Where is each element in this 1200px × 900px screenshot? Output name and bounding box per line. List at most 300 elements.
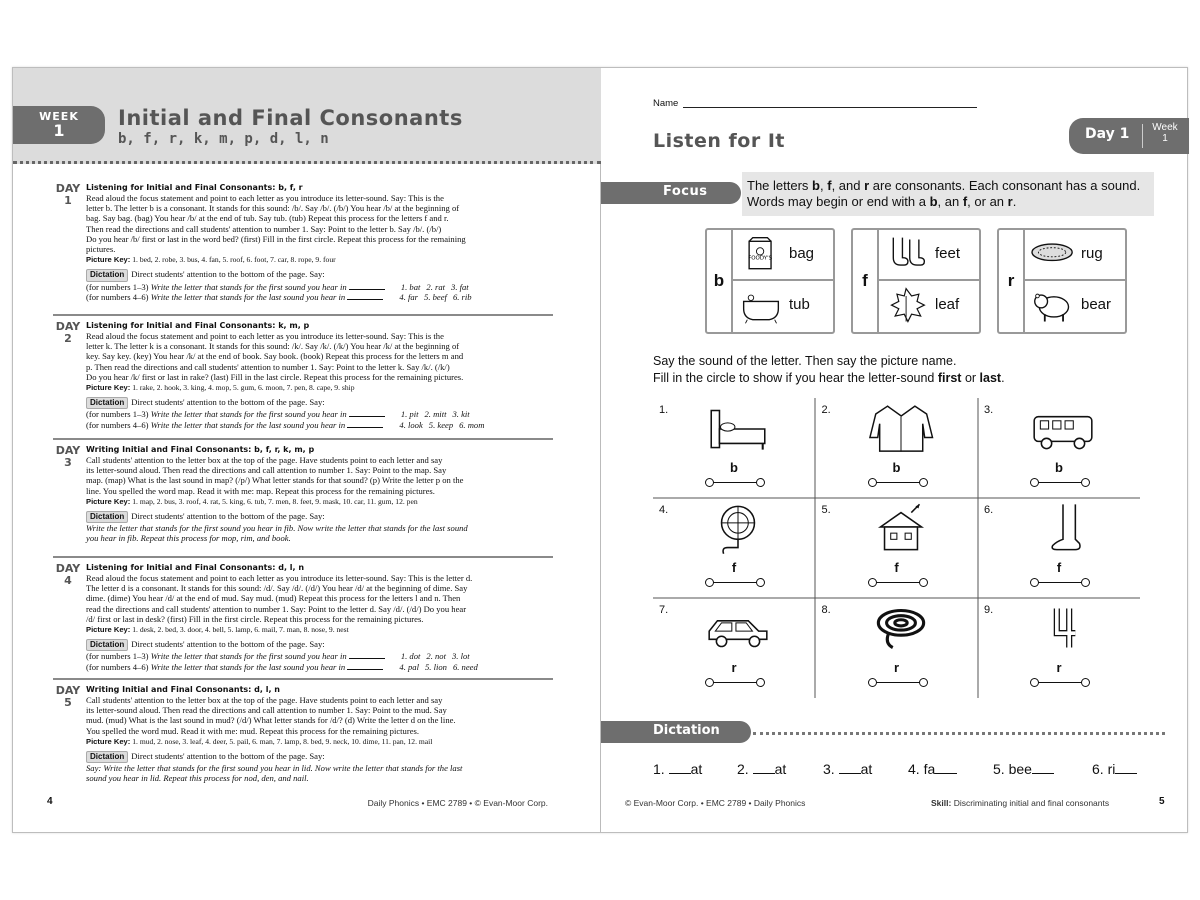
picture-key-text: 1. rake, 2. hook, 3. king, 4. mop, 5. gum, 6. moon, 7. pen, 8. cape, 9. ship bbox=[132, 383, 355, 393]
letter-box-picture bbox=[883, 285, 931, 327]
picture-key bbox=[86, 497, 552, 507]
dictation-text: Write the letter that stands for the last sound you hear in bbox=[150, 661, 348, 672]
dictation-intro: Direct students' attention to the bottom of the page. Say: bbox=[131, 511, 325, 522]
instruction-line: Then read the directions and call students' attention to number 1. Say: Point to the letter b. Say /b/. (/b/) bbox=[86, 223, 442, 234]
right-page bbox=[601, 68, 1189, 832]
instruction-line: read the directions and call students' attention to number 1. Say: Point to the letter d. Say /d/. (/d/) Do you hear bbox=[86, 603, 467, 614]
instruction-line: /d/ first or last in desk? (first) Fill in the first circle. Repeat this process for the remaining pictures. bbox=[86, 613, 424, 624]
car-icon bbox=[703, 602, 773, 659]
day-label bbox=[53, 563, 83, 587]
bag-icon bbox=[737, 234, 785, 281]
instruction-emphasis: first bbox=[937, 371, 962, 385]
last-sound-circle[interactable] bbox=[756, 578, 765, 587]
day-label-text: DAY bbox=[55, 684, 81, 697]
instruction-line: letter k. The letter k is a consonant. It stands for this sound: /k/. Say /k/. (/k/) You hear /k/ at the beginning of bbox=[86, 341, 460, 352]
exercise-cell bbox=[653, 398, 815, 498]
instruction-line: mud. (mud) What is the last sound in mud? (/d/) What letter stands for /d/? (d) Write the letter d on the line. bbox=[86, 715, 456, 726]
exercise-number: 6. bbox=[984, 504, 994, 516]
skill-text: Discriminating initial and final consonants bbox=[953, 798, 1110, 808]
exercise-letter: f bbox=[894, 560, 899, 575]
dictation-word-part: ri bbox=[1107, 761, 1116, 777]
letter-box-word: tub bbox=[789, 296, 810, 313]
dictation-item bbox=[908, 761, 957, 777]
exercise-picture bbox=[1028, 602, 1098, 654]
dictation-blank[interactable] bbox=[669, 762, 691, 774]
picture-key bbox=[86, 255, 552, 265]
picture-key bbox=[86, 625, 552, 635]
dictation-row bbox=[86, 269, 552, 302]
dictation-row bbox=[86, 397, 552, 430]
letter-box-picture bbox=[1029, 285, 1077, 327]
day-heading: Writing Initial and Final Consonants: b, f, r, k, m, p bbox=[86, 445, 315, 454]
letter-box-picture bbox=[737, 285, 785, 327]
exercise-cell bbox=[816, 598, 978, 698]
dictation-intro: Direct students' attention to the bottom of the page. Say: bbox=[131, 269, 325, 280]
focus-tab bbox=[601, 182, 741, 204]
day-label-text: DAY bbox=[55, 562, 81, 575]
answer-line bbox=[710, 582, 760, 583]
dictation-row bbox=[86, 751, 552, 784]
exercise-number: 3. bbox=[984, 404, 994, 416]
dictation-line bbox=[86, 420, 552, 430]
letter-box-word: leaf bbox=[935, 296, 960, 313]
dictation-number: 3. bbox=[823, 761, 839, 777]
dictation-answer: 2. mitt bbox=[424, 409, 447, 420]
dictation-row bbox=[86, 639, 552, 672]
right-page-footer-skill bbox=[931, 798, 1109, 808]
week-tab-small-line2: 1 bbox=[1162, 133, 1168, 144]
day-tab bbox=[1069, 118, 1189, 154]
exercise-cell bbox=[978, 398, 1140, 498]
picture-key bbox=[86, 737, 552, 747]
picture-key-text: 1. map, 2. bus, 3. roof, 4. rat, 5. king, 6. tub, 7. men, 8. feet, 9. mask, 10. car, 11. gum, 12. pen bbox=[132, 496, 418, 506]
left-page-subtitle: b, f, r, k, m, p, d, l, n bbox=[118, 131, 329, 147]
dictation-line bbox=[86, 662, 552, 672]
last-sound-circle[interactable] bbox=[919, 678, 928, 687]
dictation-line bbox=[86, 409, 552, 419]
exercise-number: 8. bbox=[821, 604, 831, 616]
letter-box-word: bear bbox=[1081, 296, 1112, 313]
picture-key-text: 1. desk, 2. bed, 3. door, 4. bell, 5. lamp, 6. mail, 7. man, 8. nose, 9. nest bbox=[132, 625, 349, 635]
roof-icon bbox=[866, 502, 936, 559]
dictation-blank[interactable] bbox=[935, 762, 957, 774]
answer-blank bbox=[349, 409, 385, 417]
dictation-blank[interactable] bbox=[1032, 762, 1054, 774]
instruction-line: Read aloud the focus statement and point to each letter as you introduce its letter-sound. Say: This is the letter d. bbox=[86, 573, 473, 583]
dictation-answer: 4. far bbox=[399, 291, 419, 302]
exercise-number: 4. bbox=[659, 504, 669, 516]
dictation-item bbox=[737, 761, 786, 777]
dictation-answer: 6. need bbox=[452, 661, 478, 672]
answer-line bbox=[1035, 682, 1085, 683]
answer-blank bbox=[347, 420, 383, 428]
first-sound-circle[interactable] bbox=[705, 678, 714, 687]
exercise-picture bbox=[703, 502, 773, 554]
instruction-line: Call students' attention to the letter box at the top of the page. Have students point to each letter and say bbox=[86, 695, 443, 705]
focus-letter: r bbox=[1007, 194, 1013, 209]
dictation-badge: Dictation bbox=[86, 397, 128, 409]
letter-box-example bbox=[879, 281, 979, 332]
left-page bbox=[13, 68, 601, 832]
left-page-title: Initial and Final Consonants bbox=[118, 106, 463, 130]
answer-line bbox=[873, 482, 923, 483]
focus-letter: b bbox=[929, 194, 938, 209]
exercise-letter: b bbox=[730, 460, 738, 475]
dictation-answer: 2. not bbox=[426, 651, 446, 662]
day-separator bbox=[53, 556, 553, 558]
answer-blank bbox=[349, 651, 385, 659]
exercise-cell bbox=[816, 498, 978, 598]
exercise-number: 1. bbox=[659, 404, 669, 416]
dictation-item bbox=[823, 761, 872, 777]
dictation-item bbox=[1092, 761, 1137, 777]
day-tab-divider bbox=[1142, 124, 1143, 148]
day-body bbox=[86, 445, 552, 544]
letter-box-example bbox=[733, 281, 833, 332]
letter-box-word: rug bbox=[1081, 245, 1103, 262]
instruction-line: Do you hear /k/ first or last in rake? (last) Fill in the last circle. Repeat this process for the remaining pictures. bbox=[86, 371, 464, 382]
first-sound-circle[interactable] bbox=[868, 578, 877, 587]
four-icon bbox=[1028, 602, 1098, 659]
exercise-letter: r bbox=[731, 660, 737, 675]
instruction-line: bag. Say bag. (bag) You hear /b/ at the end of tub. Say tub. (tub) Repeat this process for the letters f and r. bbox=[86, 213, 449, 224]
week-tab-label: WEEK bbox=[39, 110, 79, 123]
answer-line bbox=[710, 682, 760, 683]
picture-key-label: Picture Key: bbox=[86, 496, 131, 506]
picture-key-label: Picture Key: bbox=[86, 625, 131, 635]
rug-icon bbox=[1029, 234, 1077, 281]
dictation-number: 1. bbox=[653, 761, 669, 777]
picture-key-label: Picture Key: bbox=[86, 255, 131, 265]
right-page-title: Listen for It bbox=[653, 130, 785, 152]
dictation-answer: 3. kit bbox=[452, 409, 470, 420]
day-instructions bbox=[86, 455, 552, 496]
dictation-word-part: fa bbox=[923, 761, 936, 777]
dictation-answer: 1. pit bbox=[400, 409, 419, 420]
day-instructions bbox=[86, 695, 552, 736]
dictation-blank[interactable] bbox=[753, 762, 775, 774]
letter-box-picture bbox=[1029, 234, 1077, 276]
last-sound-circle[interactable] bbox=[919, 478, 928, 487]
day-label bbox=[53, 445, 83, 469]
robe-icon bbox=[866, 402, 936, 459]
focus-letter: b bbox=[812, 178, 820, 193]
first-sound-circle[interactable] bbox=[868, 478, 877, 487]
dictation-answer: 2. rat bbox=[426, 281, 446, 292]
week-tab-small-line1: Week bbox=[1152, 122, 1178, 133]
dictation-intro: Direct students' attention to the bottom of the page. Say: bbox=[131, 751, 325, 762]
exercise-cell bbox=[978, 498, 1140, 598]
name-line[interactable] bbox=[683, 107, 977, 108]
answer-blank bbox=[349, 282, 385, 290]
instruction-line: its letter-sound aloud. Then read the directions and call attention to number 1. Say: Point to the mud. Say bbox=[86, 705, 447, 716]
exercise-picture bbox=[703, 402, 773, 454]
dictation-range: (for numbers 4–6) bbox=[86, 661, 151, 672]
dictation-answer: 4. pal bbox=[399, 661, 419, 672]
letter-box bbox=[705, 228, 835, 334]
dotted-divider bbox=[13, 161, 601, 164]
dictation-badge: Dictation bbox=[86, 511, 128, 523]
dictation-answer: 4. look bbox=[399, 419, 423, 430]
letter-box bbox=[851, 228, 981, 334]
instruction-line: pictures. bbox=[86, 244, 116, 255]
tub-icon bbox=[737, 285, 785, 332]
day-body bbox=[86, 183, 552, 302]
answer-line bbox=[873, 682, 923, 683]
day-body bbox=[86, 563, 552, 672]
dictation-text: Write the letter that stands for the first sound you hear in bbox=[150, 281, 349, 292]
dictation-range: (for numbers 1–3) bbox=[86, 651, 151, 662]
answer-line bbox=[873, 582, 923, 583]
dictation-line: Say: Write the letter that stands for the first sound you hear in lid. Now write the letter that stands for the last bbox=[86, 763, 463, 774]
exercise-letter: f bbox=[1056, 560, 1062, 575]
instruction-emphasis: last bbox=[979, 371, 1002, 385]
exercise-picture bbox=[866, 402, 936, 454]
rope-icon bbox=[866, 602, 936, 659]
leaf-icon bbox=[883, 285, 931, 332]
instruction-line: Read aloud the focus statement and point to each letter as you introduce its letter-sound. Say: This is the bbox=[86, 193, 444, 203]
dictation-label: Dictation bbox=[653, 723, 720, 738]
dictation-intro-line bbox=[86, 751, 552, 763]
dictation-row bbox=[86, 511, 552, 544]
dictation-answer: 3. fat bbox=[451, 281, 469, 292]
letter-box-picture bbox=[883, 234, 931, 276]
focus-text: The letters b, f, and r are consonants. Each consonant has a sound. Words may begin or end with a b, an f, or an r. bbox=[747, 178, 1141, 209]
dictation-answer: 6. rib bbox=[452, 291, 472, 302]
dictation-intro-line bbox=[86, 397, 552, 409]
first-sound-circle[interactable] bbox=[868, 678, 877, 687]
dictation-range: (for numbers 1–3) bbox=[86, 281, 151, 292]
exercise-picture bbox=[1028, 502, 1098, 554]
day-number: 2 bbox=[64, 332, 72, 345]
dictation-number: 4. bbox=[908, 761, 924, 777]
dictation-line: you hear in fib. Repeat this process for mop, rim, and book. bbox=[86, 533, 291, 544]
instruction-line: You spelled the word mud. Read it with me: mud. Repeat this process for the remaining pictures. bbox=[86, 725, 420, 736]
day-heading: Listening for Initial and Final Consonants: b, f, r bbox=[86, 183, 303, 192]
day-body bbox=[86, 685, 552, 784]
dictation-intro-line bbox=[86, 269, 552, 281]
dictation-range: (for numbers 4–6) bbox=[86, 419, 151, 430]
letter-box-example bbox=[1025, 230, 1125, 281]
bed-icon bbox=[703, 402, 773, 459]
instruction-line-2: Fill in the circle to show if you hear the letter-sound first or last. bbox=[653, 371, 1005, 385]
dictation-answer: 1. dot bbox=[400, 651, 421, 662]
exercise-number: 7. bbox=[659, 604, 669, 616]
dictation-answer: 5. lion bbox=[424, 661, 447, 672]
picture-key-text: 1. bed, 2. robe, 3. bus, 4. fan, 5. roof, 6. foot, 7. car, 8. rope, 9. four bbox=[132, 255, 336, 265]
first-sound-circle[interactable] bbox=[705, 578, 714, 587]
instruction-line: The letter d is a consonant. It stands for this sound: /d/. Say /d/. (/d/) You hear /d/ at the beginning of dime. Say bbox=[86, 583, 468, 594]
foot-icon bbox=[1028, 502, 1098, 559]
dictation-range: (for numbers 1–3) bbox=[86, 409, 151, 420]
dictation-text: Write the letter that stands for the last sound you hear in bbox=[150, 419, 348, 430]
exercise-letter: f bbox=[731, 560, 737, 575]
dictation-number: 6. bbox=[1092, 761, 1108, 777]
dictation-word-part: at bbox=[774, 761, 787, 777]
day-tab-label: Day 1 bbox=[1085, 126, 1130, 142]
day-label bbox=[53, 183, 83, 207]
exercise-grid bbox=[653, 398, 1140, 698]
day-label bbox=[53, 321, 83, 345]
answer-blank bbox=[347, 292, 383, 300]
last-sound-circle[interactable] bbox=[919, 578, 928, 587]
dictation-badge: Dictation bbox=[86, 269, 128, 281]
letter-box-word: feet bbox=[935, 245, 961, 262]
exercise-picture bbox=[1028, 402, 1098, 454]
instruction-line: Call students' attention to the letter box at the top of the page. Have students point to each letter and say bbox=[86, 455, 443, 465]
dictation-answer: 5. keep bbox=[428, 419, 454, 430]
dictation-tab bbox=[601, 721, 751, 743]
exercise-cell bbox=[653, 498, 815, 598]
dictation-text: Write the letter that stands for the first sound you hear in bbox=[150, 409, 349, 420]
dictation-line: sound you hear in lid. Repeat this process for nod, den, and nail. bbox=[86, 773, 309, 784]
dictation-text: Write the letter that stands for the first sound you hear in bbox=[150, 651, 349, 662]
dictation-intro: Direct students' attention to the bottom of the page. Say: bbox=[131, 639, 325, 650]
first-sound-circle[interactable] bbox=[1030, 578, 1039, 587]
bear-icon bbox=[1029, 285, 1077, 332]
dictation-word-part: bee bbox=[1008, 761, 1032, 777]
dictation-badge: Dictation bbox=[86, 751, 128, 763]
instruction-line: Read aloud the focus statement and point to each letter as you introduce its letter-sound. Say: This is the bbox=[86, 331, 444, 341]
last-sound-circle[interactable] bbox=[756, 678, 765, 687]
exercise-letter: r bbox=[893, 660, 900, 675]
answer-line bbox=[710, 482, 760, 483]
instruction-line: its letter-sound aloud. Then read the directions and call attention to number 1. Say: Point to the map. Say bbox=[86, 465, 447, 476]
answer-blank bbox=[347, 662, 383, 670]
dictation-answer: 3. lot bbox=[451, 651, 470, 662]
dictation-answer: 6. mom bbox=[459, 419, 485, 430]
letter-box-example bbox=[1025, 281, 1125, 332]
last-sound-circle[interactable] bbox=[1081, 478, 1090, 487]
letter-box-example bbox=[879, 230, 979, 281]
exercise-picture bbox=[866, 602, 936, 654]
focus-label: Focus bbox=[663, 184, 708, 199]
last-sound-circle[interactable] bbox=[1081, 678, 1090, 687]
dictation-text: Write the letter that stands for the last sound you hear in bbox=[150, 291, 348, 302]
exercise-cell bbox=[653, 598, 815, 698]
dictation-dotted-line bbox=[753, 732, 1165, 735]
focus-letter: f bbox=[962, 194, 968, 209]
day-number: 4 bbox=[64, 574, 72, 587]
dictation-answer: 1. bat bbox=[400, 281, 421, 292]
instruction-line: key. Say key. (key) You hear /k/ at the end of book. Say book. (book) Repeat this process for the letters m and bbox=[86, 351, 464, 362]
dictation-blank[interactable] bbox=[839, 762, 861, 774]
week-tab-number: 1 bbox=[53, 121, 65, 140]
left-page-footer: Daily Phonics • EMC 2789 • © Evan-Moor Corp. bbox=[367, 798, 548, 808]
exercise-letter: b bbox=[892, 460, 901, 475]
picture-key-label: Picture Key: bbox=[86, 736, 131, 746]
first-sound-circle[interactable] bbox=[1030, 478, 1039, 487]
day-heading: Listening for Initial and Final Consonants: k, m, p bbox=[86, 321, 310, 330]
dictation-intro-line bbox=[86, 639, 552, 651]
instruction-line: p. Then read the directions and call students' attention to number 1. Say: Point to the letter k. Say /k/. (/k/) bbox=[86, 361, 450, 372]
exercise-cell bbox=[978, 598, 1140, 698]
day-number: 3 bbox=[64, 456, 72, 469]
dictation-word-part: at bbox=[860, 761, 873, 777]
focus-letter: f bbox=[827, 178, 832, 193]
first-sound-circle[interactable] bbox=[705, 478, 714, 487]
dictation-answer: 5. beef bbox=[424, 291, 447, 302]
dictation-number: 2. bbox=[737, 761, 753, 777]
letter-box-word: bag bbox=[789, 245, 815, 262]
right-page-number: 5 bbox=[1159, 796, 1165, 807]
letter-box-letter: r bbox=[999, 230, 1025, 332]
exercise-letter: b bbox=[1055, 460, 1063, 475]
dictation-line bbox=[86, 292, 552, 302]
dictation-item bbox=[993, 761, 1054, 777]
dictation-blank[interactable] bbox=[1115, 762, 1137, 774]
instruction-line-1: Say the sound of the letter. Then say the picture name. bbox=[653, 354, 957, 368]
day-instructions bbox=[86, 331, 552, 382]
day-number: 1 bbox=[64, 194, 72, 207]
day-heading: Writing Initial and Final Consonants: d, l, n bbox=[86, 685, 280, 694]
day-instructions bbox=[86, 193, 552, 254]
dictation-badge: Dictation bbox=[86, 639, 128, 651]
dictation-intro: Direct students' attention to the bottom of the page. Say: bbox=[131, 397, 325, 408]
day-separator bbox=[53, 678, 553, 680]
book-spread bbox=[12, 67, 1188, 833]
instructions bbox=[653, 353, 1133, 387]
day-separator bbox=[53, 314, 553, 316]
answer-line bbox=[1035, 482, 1085, 483]
day-label bbox=[53, 685, 83, 709]
dictation-line bbox=[86, 651, 552, 661]
dictation-line: Write the letter that stands for the first sound you hear in fib. Now write the letter that stands for the last sound bbox=[86, 523, 468, 534]
day-body bbox=[86, 321, 552, 430]
fan-icon bbox=[703, 502, 773, 559]
day-heading: Listening for Initial and Final Consonants: d, l, n bbox=[86, 563, 305, 572]
right-page-footer-left: © Evan-Moor Corp. • EMC 2789 • Daily Phonics bbox=[625, 798, 806, 808]
exercise-number: 9. bbox=[984, 604, 994, 616]
week-tab bbox=[13, 106, 105, 144]
exercise-cell bbox=[816, 398, 978, 498]
letter-box-example bbox=[733, 230, 833, 281]
picture-key-label: Picture Key: bbox=[86, 383, 131, 393]
day-label-text: DAY bbox=[55, 182, 81, 195]
exercise-number: 2. bbox=[821, 404, 831, 416]
day-label-text: DAY bbox=[55, 320, 81, 333]
instruction-line: dime. (dime) You hear /d/ at the end of mud. Say mud. (mud) Repeat this process for the letters l and n. Then bbox=[86, 593, 461, 604]
left-page-number: 4 bbox=[47, 796, 53, 807]
first-sound-circle[interactable] bbox=[1030, 678, 1039, 687]
letter-box-letter: b bbox=[707, 230, 733, 332]
instruction-line: map. (map) What is the last sound in map? (/p/) What letter stands for that sound? (p) Write the letter p on the bbox=[86, 475, 464, 486]
day-separator bbox=[53, 438, 553, 440]
exercise-picture bbox=[703, 602, 773, 654]
instruction-line: letter b. The letter b is a consonant. It stands for this sound: /b/. Say /b/. (/b/) You hear /b/ at the beginning of bbox=[86, 203, 460, 214]
instruction-line: line. You spelled the word map. Read it with me: map. Repeat this process for the remaining pictures. bbox=[86, 485, 435, 496]
bus-icon bbox=[1028, 402, 1098, 459]
dictation-item bbox=[653, 761, 702, 777]
letter-box-letter: f bbox=[853, 230, 879, 332]
answer-line bbox=[1035, 582, 1085, 583]
focus-letter: r bbox=[864, 178, 870, 193]
last-sound-circle[interactable] bbox=[1081, 578, 1090, 587]
letter-box bbox=[997, 228, 1127, 334]
day-instructions bbox=[86, 573, 552, 624]
day-label-text: DAY bbox=[55, 444, 81, 457]
exercise-number: 5. bbox=[821, 504, 831, 516]
day-number: 5 bbox=[64, 696, 72, 709]
picture-key bbox=[86, 383, 552, 393]
dictation-word-part: at bbox=[690, 761, 703, 777]
exercise-picture bbox=[866, 502, 936, 554]
dictation-number: 5. bbox=[993, 761, 1009, 777]
last-sound-circle[interactable] bbox=[756, 478, 765, 487]
dictation-line bbox=[86, 282, 552, 292]
letter-box-picture bbox=[737, 234, 785, 276]
svg-text:FOODY'S: FOODY'S bbox=[748, 255, 773, 262]
